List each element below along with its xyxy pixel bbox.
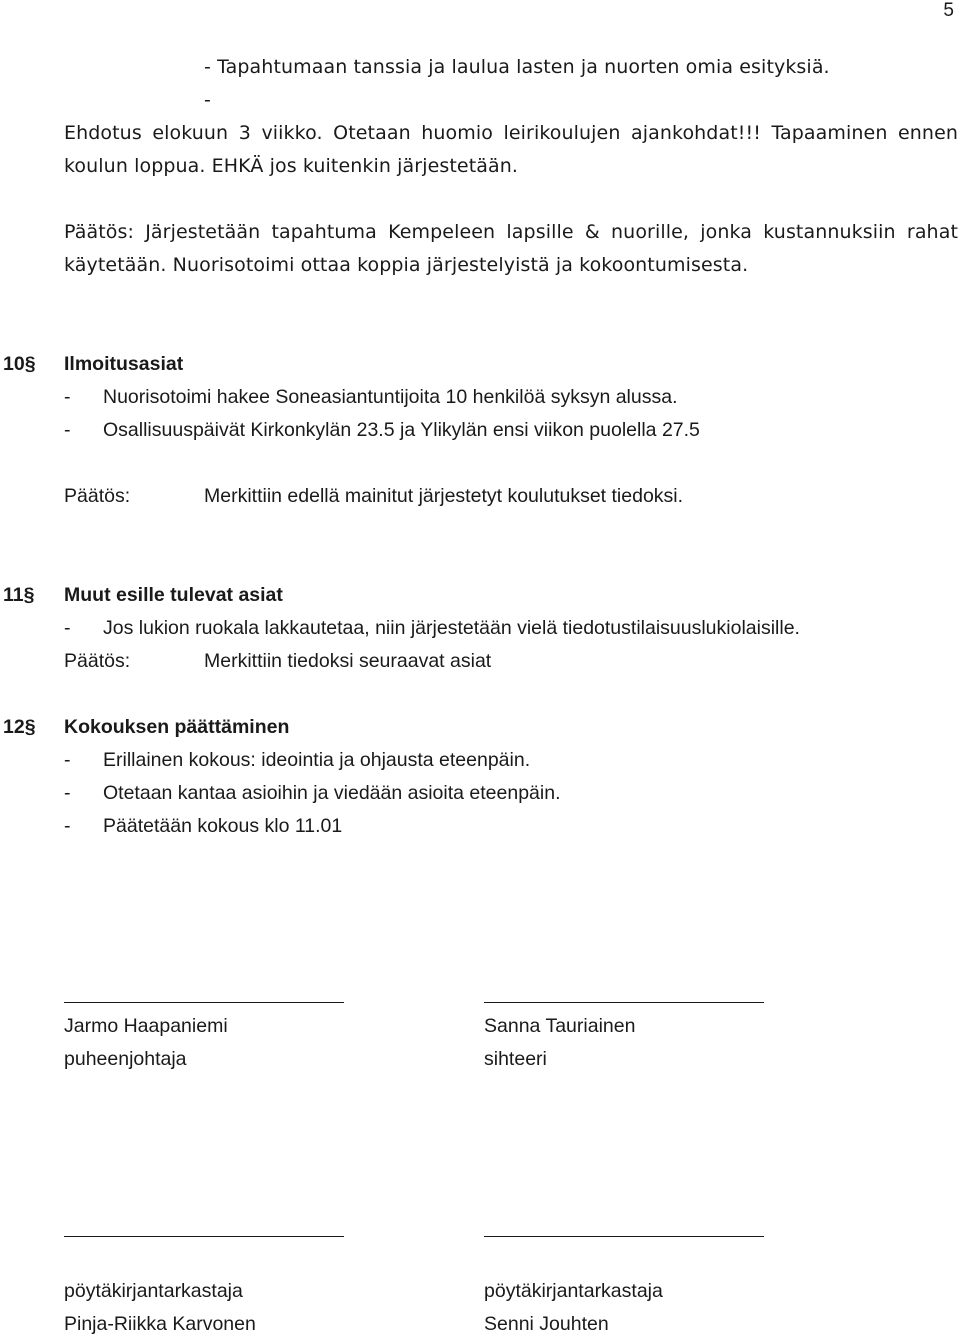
- section-10-dash-2: -: [64, 419, 71, 441]
- checker-1-name: Pinja-Riikka Karvonen: [64, 1313, 256, 1335]
- intro-item-1: - Tapahtumaan tanssia ja laulua lasten ja nuorten omia esityksiä.: [204, 56, 830, 78]
- secretary-name: Sanna Tauriainen: [484, 1015, 636, 1037]
- section-10-title: Ilmoitusasiat: [64, 353, 184, 375]
- checker-1-role: pöytäkirjantarkastaja: [64, 1280, 243, 1302]
- signature-line-checker-1: [64, 1236, 344, 1237]
- section-11-dash-1: -: [64, 617, 71, 639]
- section-10-decision-text: Merkittiin edellä mainitut järjestetyt koulutukset tiedoksi.: [204, 485, 684, 507]
- chair-role: puheenjohtaja: [64, 1048, 187, 1070]
- section-12-item-3: Päätetään kokous klo 11.01: [103, 815, 343, 837]
- section-11-title: Muut esille tulevat asiat: [64, 584, 283, 606]
- intro-item-2: -: [204, 89, 211, 111]
- section-10-decision-label: Päätös:: [64, 485, 131, 507]
- section-11-decision-text: Merkittiin tiedoksi seuraavat asiat: [204, 650, 492, 672]
- section-12-dash-2: -: [64, 782, 71, 804]
- checker-2-role: pöytäkirjantarkastaja: [484, 1280, 663, 1302]
- signature-line-secretary: [484, 1002, 764, 1003]
- section-12-item-2: Otetaan kantaa asioihin ja viedään asioita eteenpäin.: [103, 782, 561, 804]
- section-10-item-2: Osallisuuspäivät Kirkonkylän 23.5 ja Ylikylän ensi viikon puolella 27.5: [103, 419, 700, 441]
- section-12-dash-1: -: [64, 749, 71, 771]
- checker-2-name: Senni Jouhten: [484, 1313, 609, 1335]
- signature-line-checker-2: [484, 1236, 764, 1237]
- section-11-item-1: Jos lukion ruokala lakkautetaa, niin järjestetään vielä tiedotustilaisuuslukiolaisille.: [103, 617, 800, 639]
- signature-line-chair: [64, 1002, 344, 1003]
- page-number: 5: [943, 0, 954, 21]
- section-10-number: 10§: [3, 353, 36, 375]
- section-12-dash-3: -: [64, 815, 71, 837]
- secretary-role: sihteeri: [484, 1048, 547, 1070]
- chair-name: Jarmo Haapaniemi: [64, 1015, 228, 1037]
- intro-paragraph-2-line-2: käytetään. Nuorisotoimi ottaa koppia järjestelyistä ja kokoontumisesta.: [64, 254, 749, 276]
- intro-paragraph-2-line-1: Päätös: Järjestetään tapahtuma Kempeleen lapsille & nuorille, jonka kustannuksiin rahat: [64, 221, 958, 243]
- section-11-number: 11§: [3, 584, 35, 606]
- section-10-dash-1: -: [64, 386, 71, 408]
- section-12-title: Kokouksen päättäminen: [64, 716, 290, 738]
- section-12-item-1: Erillainen kokous: ideointia ja ohjausta eteenpäin.: [103, 749, 531, 771]
- section-11-decision-label: Päätös:: [64, 650, 131, 672]
- intro-paragraph-1-line-1: Ehdotus elokuun 3 viikko. Otetaan huomio leirikoulujen ajankohdat!!! Tapaaminen ennen: [64, 122, 958, 144]
- section-10-item-1: Nuorisotoimi hakee Soneasiantuntijoita 10 henkilöä syksyn alussa.: [103, 386, 678, 408]
- intro-paragraph-1-line-2: koulun loppua. EHKÄ jos kuitenkin järjestetään.: [64, 155, 519, 177]
- section-12-number: 12§: [3, 716, 36, 738]
